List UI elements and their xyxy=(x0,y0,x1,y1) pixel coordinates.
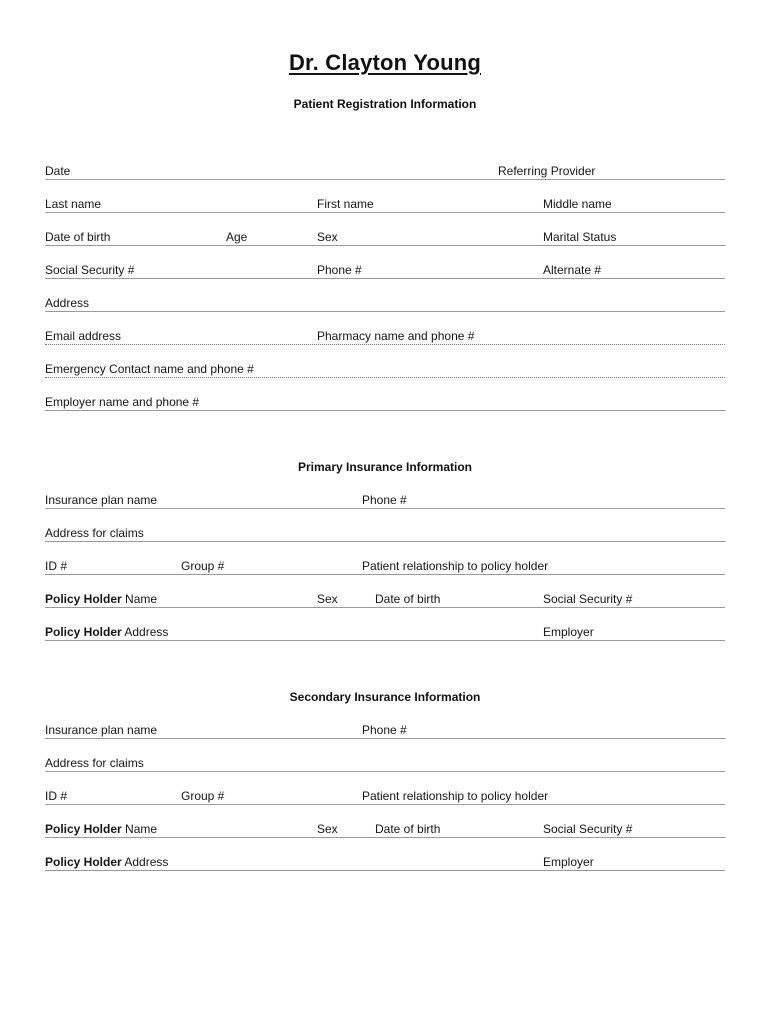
secondary-address-for-claims-label: Address for claims xyxy=(45,756,144,770)
date-row[interactable] xyxy=(45,164,725,180)
secondary-plan-name-label: Insurance plan name xyxy=(45,723,158,737)
middle-name-label: Middle name xyxy=(543,197,612,211)
primary-plan-name-label: Insurance plan name xyxy=(45,493,158,507)
primary-holder-address-row[interactable] xyxy=(45,625,725,641)
primary-holder-name-row[interactable] xyxy=(45,592,725,608)
primary-holder-name-label: Policy Holder Name xyxy=(45,592,158,606)
secondary-phone-label: Phone # xyxy=(362,723,407,737)
address-row[interactable] xyxy=(45,296,725,312)
primary-group-label: Group # xyxy=(181,559,225,573)
primary-id-row[interactable] xyxy=(45,559,725,575)
alternate-phone-label: Alternate # xyxy=(543,263,602,277)
secondary-insurance-title: Secondary Insurance Information xyxy=(289,690,481,704)
email-pharmacy-row[interactable] xyxy=(45,329,725,345)
primary-id-label: ID # xyxy=(45,559,68,573)
marital-status-label: Marital Status xyxy=(543,230,617,244)
birth-row[interactable] xyxy=(45,230,725,246)
secondary-holder-dob-label: Date of birth xyxy=(375,822,441,836)
primary-holder-ssn-label: Social Security # xyxy=(543,592,633,606)
primary-relationship-label: Patient relationship to policy holder xyxy=(362,559,549,573)
last-name-label: Last name xyxy=(45,197,102,211)
primary-insurance-title: Primary Insurance Information xyxy=(297,460,473,474)
employer-label: Employer name and phone # xyxy=(45,395,200,409)
sex-label: Sex xyxy=(317,230,338,244)
address-label: Address xyxy=(45,296,90,310)
emergency-contact-label: Emergency Contact name and phone # xyxy=(45,362,254,376)
name-row[interactable] xyxy=(45,197,725,213)
date-of-birth-label: Date of birth xyxy=(45,230,111,244)
age-label: Age xyxy=(226,230,248,244)
emergency-contact-row[interactable] xyxy=(45,362,725,378)
secondary-holder-name-label: Policy Holder Name xyxy=(45,822,158,836)
date-label: Date xyxy=(45,164,71,178)
secondary-plan-row[interactable] xyxy=(45,723,725,739)
secondary-relationship-label: Patient relationship to policy holder xyxy=(362,789,549,803)
primary-plan-row[interactable] xyxy=(45,493,725,509)
primary-holder-sex-label: Sex xyxy=(317,592,338,606)
social-security-label: Social Security # xyxy=(45,263,135,277)
first-name-label: First name xyxy=(317,197,374,211)
doctor-name: Dr. Clayton Young xyxy=(288,50,482,75)
secondary-holder-address-label: Policy Holder Address xyxy=(45,855,169,869)
secondary-claims-row[interactable] xyxy=(45,756,725,772)
primary-phone-label: Phone # xyxy=(362,493,407,507)
primary-holder-dob-label: Date of birth xyxy=(375,592,441,606)
email-address-label: Email address xyxy=(45,329,122,343)
ssn-phone-row[interactable] xyxy=(45,263,725,279)
primary-holder-address-label: Policy Holder Address xyxy=(45,625,169,639)
primary-holder-employer-label: Employer xyxy=(543,625,594,639)
primary-claims-row[interactable] xyxy=(45,526,725,542)
secondary-id-row[interactable] xyxy=(45,789,725,805)
secondary-holder-sex-label: Sex xyxy=(317,822,338,836)
primary-address-for-claims-label: Address for claims xyxy=(45,526,144,540)
phone-label: Phone # xyxy=(317,263,362,277)
secondary-holder-address-row[interactable] xyxy=(45,855,725,871)
employer-row[interactable] xyxy=(45,395,725,411)
secondary-id-label: ID # xyxy=(45,789,68,803)
form-subtitle: Patient Registration Information xyxy=(293,97,477,111)
secondary-group-label: Group # xyxy=(181,789,225,803)
pharmacy-label: Pharmacy name and phone # xyxy=(317,329,475,343)
secondary-holder-ssn-label: Social Security # xyxy=(543,822,633,836)
page-title xyxy=(0,50,770,76)
secondary-holder-name-row[interactable] xyxy=(45,822,725,838)
referring-provider-label: Referring Provider xyxy=(498,164,596,178)
secondary-holder-employer-label: Employer xyxy=(543,855,594,869)
